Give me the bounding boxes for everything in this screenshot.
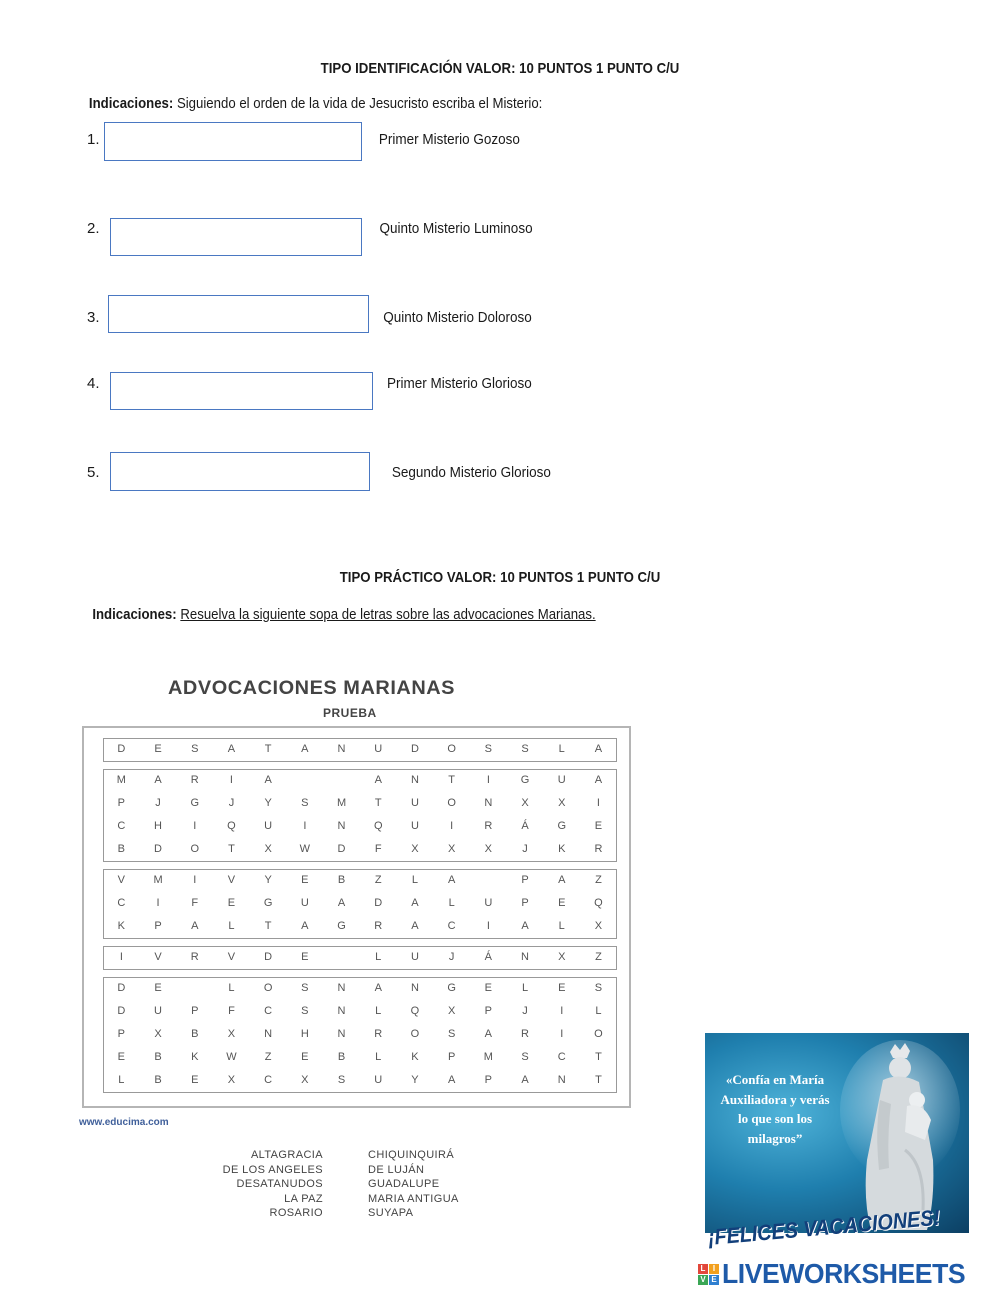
wordsearch-cell[interactable]: G (263, 897, 273, 909)
wordsearch-cell[interactable]: Z (595, 874, 602, 886)
wordsearch-cell[interactable]: P (484, 1005, 493, 1017)
answer-input-2[interactable] (110, 218, 362, 256)
wordsearch-cell[interactable]: O (263, 982, 273, 994)
wordsearch-cell[interactable]: Q (227, 820, 236, 832)
wordsearch-cell[interactable]: Z (374, 874, 382, 886)
wordsearch-cell[interactable]: T (264, 920, 272, 932)
wordsearch-title: ADVOCACIONES MARIANAS (168, 678, 456, 699)
wordsearch-cell[interactable]: G (447, 982, 456, 994)
wordsearch-cell[interactable]: A (594, 743, 603, 755)
wordsearch-cell[interactable]: R (521, 1028, 529, 1040)
wordsearch-cell[interactable]: D (117, 982, 126, 994)
logo-letter: L (698, 1264, 708, 1274)
wordsearch-cell[interactable]: T (448, 774, 455, 786)
banner-text: ¡FELICES VACACIONES! (706, 1204, 942, 1250)
wordsearch-cell[interactable]: O (594, 1028, 603, 1040)
wordsearch-cell[interactable]: Y (411, 1074, 419, 1086)
wordsearch-cell[interactable]: P (521, 874, 529, 886)
wordsearch-cell[interactable]: X (521, 797, 529, 809)
item-number-2: 2. (87, 220, 100, 237)
wordsearch-cell[interactable]: I (560, 1005, 564, 1017)
wordsearch-cell[interactable]: W (226, 1051, 237, 1063)
wordsearch-cell[interactable]: E (154, 982, 162, 994)
quote-text: «Confía en María Auxiliadora y verás lo que son los milagros” (720, 1072, 830, 1146)
wordsearch-cell[interactable]: N (337, 1005, 346, 1017)
wordsearch-cell[interactable]: A (301, 743, 309, 755)
wordsearch-cell[interactable]: R (484, 820, 493, 832)
wordsearch-cell[interactable]: B (337, 874, 346, 886)
wordsearch-cell[interactable]: V (227, 874, 236, 886)
word-item: GUADALUPE (368, 1178, 440, 1191)
wordsearch-cell[interactable]: A (484, 1028, 493, 1040)
wordsearch-cell[interactable]: N (337, 820, 346, 832)
wordsearch-cell[interactable]: U (264, 820, 273, 832)
wordsearch-cell[interactable]: D (117, 1005, 126, 1017)
wordsearch-cell[interactable]: O (190, 843, 200, 855)
wordsearch-cell[interactable]: S (594, 982, 603, 994)
wordsearch-cell[interactable]: F (191, 897, 199, 909)
wordsearch-cell[interactable]: X (154, 1028, 162, 1040)
wordsearch-cell[interactable]: I (486, 774, 490, 786)
wordsearch-cell[interactable]: U (484, 897, 493, 909)
wordsearch-cell[interactable]: N (337, 743, 346, 755)
wordsearch-cell[interactable]: E (301, 951, 309, 963)
wordsearch-cell[interactable]: A (227, 743, 236, 755)
wordsearch-cell[interactable]: C (117, 820, 126, 832)
word-item: DE LUJÁN (368, 1163, 425, 1176)
wordsearch-cell[interactable]: X (227, 1028, 236, 1040)
word-item: DE LOS ANGELES (222, 1163, 323, 1176)
word-item: SUYAPA (368, 1207, 414, 1220)
wordsearch-cell[interactable]: U (557, 774, 566, 786)
wordsearch-cell[interactable] (323, 946, 360, 968)
wordsearch-cell[interactable]: I (560, 1028, 564, 1040)
wordsearch-cell[interactable]: N (484, 797, 493, 809)
wordsearch-cell[interactable]: T (228, 843, 235, 855)
wordsearch-cell[interactable]: Y (264, 874, 272, 886)
wordsearch-cell[interactable]: A (594, 774, 603, 786)
wordsearch-cell[interactable]: Á (521, 820, 529, 832)
answer-input-4[interactable] (110, 372, 373, 410)
wordsearch-cell[interactable]: C (117, 897, 126, 909)
wordsearch-cell[interactable]: N (264, 1028, 273, 1040)
wordsearch-cell[interactable]: E (594, 820, 603, 832)
wordsearch-cell[interactable]: Q (594, 897, 603, 909)
wordsearch-cell[interactable]: A (521, 1074, 529, 1086)
virgin-statue-icon (835, 1040, 965, 1230)
wordsearch-cell[interactable]: P (484, 1074, 493, 1086)
wordsearch-cell[interactable]: R (594, 843, 603, 855)
item-number-5: 5. (87, 464, 100, 481)
wordsearch-cell[interactable] (470, 869, 507, 891)
word-item: DESATANUDOS (236, 1178, 323, 1191)
wordsearch-cell[interactable]: E (558, 897, 566, 909)
wordsearch-cell[interactable]: L (118, 1074, 125, 1086)
wordsearch-cell[interactable]: N (337, 1028, 346, 1040)
word-item: ALTAGRACIA (250, 1149, 323, 1161)
wordsearch-cell[interactable]: S (484, 743, 493, 755)
word-item: MARIA ANTIGUA (368, 1192, 459, 1205)
wordsearch-cell[interactable]: J (448, 951, 455, 963)
wordsearch-cell[interactable]: J (228, 797, 235, 809)
wordsearch-cell[interactable]: L (558, 920, 565, 932)
section1-instructions (89, 95, 542, 112)
section2-heading: TIPO PRÁCTICO VALOR: 10 PUNTOS 1 PUNTO C/U (339, 569, 661, 586)
wordsearch-cell[interactable]: I (450, 820, 454, 832)
wordsearch-cell[interactable]: L (228, 982, 235, 994)
wordsearch-cell[interactable]: S (301, 797, 309, 809)
wordsearch-cell[interactable]: N (521, 951, 529, 963)
wordsearch-cell[interactable]: L (521, 982, 529, 994)
wordsearch-cell[interactable]: S (447, 1028, 456, 1040)
word-item: LA PAZ (284, 1192, 323, 1205)
wordsearch-cell[interactable]: S (521, 743, 529, 755)
wordsearch-cell[interactable]: R (190, 951, 199, 963)
wordsearch-cell[interactable]: A (374, 982, 382, 994)
wordsearch-cell[interactable]: N (410, 982, 419, 994)
wordsearch-cell[interactable]: A (447, 1074, 456, 1086)
wordsearch-cell[interactable]: K (411, 1051, 419, 1063)
wordsearch-cell[interactable]: P (191, 1005, 199, 1017)
wordsearch-cell[interactable]: D (374, 897, 383, 909)
wordsearch-cell[interactable]: X (227, 1074, 236, 1086)
wordsearch-cell[interactable]: L (595, 1005, 602, 1017)
wordsearch-cell[interactable]: A (447, 874, 456, 886)
wordsearch-cell[interactable]: I (193, 820, 197, 832)
wordsearch-subtitle: PRUEBA (323, 706, 377, 720)
wordsearch-cell[interactable]: M (116, 774, 126, 786)
wordsearch-cell[interactable]: L (448, 897, 455, 909)
wordsearch-cell[interactable]: N (557, 1074, 566, 1086)
wordsearch-cell[interactable]: P (117, 1028, 126, 1040)
wordsearch-cell[interactable]: V (227, 951, 236, 963)
wordsearch-cell[interactable]: S (521, 1051, 529, 1063)
wordsearch-cell[interactable]: X (264, 843, 272, 855)
item-number-1: 1. (87, 131, 100, 148)
wordsearch-cell[interactable]: X (558, 797, 566, 809)
wordsearch-cell[interactable]: T (595, 1074, 602, 1086)
wordsearch-cell[interactable]: D (410, 743, 419, 755)
wordsearch-cell[interactable]: S (191, 743, 199, 755)
instr-label: Indicaciones: (88, 95, 174, 112)
wordsearch-cell[interactable]: C (264, 1005, 273, 1017)
wordsearch-cell[interactable]: U (374, 743, 383, 755)
wordsearch-cell[interactable]: E (227, 897, 236, 909)
wordsearch-cell[interactable]: U (300, 897, 309, 909)
wordsearch-cell[interactable]: W (299, 843, 311, 855)
wordsearch-cell[interactable]: S (301, 1005, 309, 1017)
wordsearch-cell[interactable]: D (264, 951, 273, 963)
wordsearch-cell[interactable]: G (557, 820, 567, 832)
wordsearch-cell[interactable]: X (594, 920, 603, 932)
wordsearch-cell[interactable]: Q (373, 820, 383, 832)
wordsearch-cell[interactable]: K (558, 843, 566, 855)
wordsearch-cell[interactable]: I (119, 951, 123, 963)
wordsearch-cell[interactable]: Y (264, 797, 272, 809)
answer-input-5[interactable] (110, 452, 370, 491)
wordsearch-cell[interactable]: B (117, 843, 126, 855)
wordsearch-cell[interactable]: V (117, 874, 126, 886)
wordsearch-cell[interactable]: P (521, 897, 529, 909)
word-item: ROSARIO (269, 1207, 323, 1220)
item-number-4: 4. (87, 375, 100, 392)
wordsearch-cell[interactable]: L (375, 1051, 382, 1063)
wordsearch-cell[interactable]: O (410, 1028, 420, 1040)
section2-instructions (92, 606, 595, 623)
wordsearch-cell[interactable]: E (191, 1074, 199, 1086)
wordsearch-cell[interactable]: F (228, 1005, 235, 1017)
mystery-label-2: Quinto Misterio Luminoso (379, 220, 533, 237)
wordsearch-cell[interactable]: I (193, 874, 197, 886)
wordsearch-cell[interactable]: V (154, 951, 162, 963)
wordsearch-cell[interactable]: L (375, 1005, 382, 1017)
wordsearch-cell[interactable]: G (190, 797, 200, 809)
wordsearch-cell[interactable]: L (411, 874, 418, 886)
mystery-label-3: Quinto Misterio Doloroso (383, 309, 532, 326)
logo-letter: E (709, 1275, 719, 1285)
wordsearch-cell[interactable]: A (264, 774, 272, 786)
logo-letter: V (698, 1275, 708, 1285)
wordsearch-cell[interactable]: X (447, 1005, 456, 1017)
wordsearch-cell[interactable]: B (154, 1074, 162, 1086)
wordsearch-cell[interactable]: P (447, 1051, 456, 1063)
wordsearch-cell[interactable]: M (336, 797, 347, 809)
wordsearch-cell[interactable]: I (229, 774, 233, 786)
wordsearch-cell[interactable]: F (374, 843, 382, 855)
wordsearch-cell[interactable]: E (558, 982, 566, 994)
wordsearch-cell[interactable] (323, 769, 360, 791)
wordsearch-cell[interactable]: U (410, 820, 419, 832)
wordsearch-cell[interactable]: X (411, 843, 419, 855)
wordsearch-cell[interactable]: X (484, 843, 493, 855)
wordsearch-cell[interactable]: G (520, 774, 530, 786)
wordsearch-cell[interactable]: O (447, 797, 456, 809)
wordsearch-cell[interactable]: B (337, 1051, 346, 1063)
wordsearch-cell[interactable]: A (411, 897, 419, 909)
wordsearch-cell[interactable]: E (117, 1051, 126, 1063)
section1-heading: TIPO IDENTIFICACIÓN VALOR: 10 PUNTOS 1 PUNTO C/U (320, 60, 680, 77)
liveworksheets-logo[interactable] (698, 1258, 978, 1290)
wordsearch-cell[interactable]: M (483, 1051, 493, 1063)
wordsearch-cell[interactable]: L (375, 951, 382, 963)
wordsearch-cell[interactable]: L (228, 920, 235, 932)
wordsearch-cell[interactable]: D (117, 743, 126, 755)
wordsearch-cell[interactable]: R (190, 774, 199, 786)
wordsearch-cell[interactable]: A (337, 897, 346, 909)
wordsearch-cell[interactable]: J (522, 843, 528, 855)
wordsearch-cell[interactable]: J (522, 1005, 528, 1017)
wordsearch-cell[interactable]: U (374, 1074, 383, 1086)
wordsearch-cell[interactable]: X (301, 1074, 309, 1086)
wordsearch-cell[interactable]: B (154, 1051, 162, 1063)
word-item: CHIQUINQUIRÁ (368, 1149, 455, 1161)
wordsearch-cell[interactable]: L (558, 743, 565, 755)
wordsearch-cell[interactable]: Z (595, 951, 602, 963)
wordsearch-cell[interactable]: O (447, 743, 456, 755)
instr-text: Siguiendo el orden de la vida de Jesucristo escriba el Misterio: (173, 95, 543, 112)
logo-letter: I (709, 1264, 719, 1274)
wordsearch-cell[interactable]: A (558, 874, 566, 886)
item-number-3: 3. (87, 309, 100, 326)
wordsearch-cell[interactable]: S (337, 1074, 346, 1086)
wordsearch-cell[interactable]: H (154, 820, 162, 832)
wordsearch-cell[interactable] (176, 977, 213, 999)
wordsearch-cell[interactable]: G (337, 920, 346, 932)
wordsearch-cell[interactable]: E (484, 982, 493, 994)
wordsearch-cell[interactable]: N (337, 982, 346, 994)
wordsearch-cell[interactable]: K (117, 920, 126, 932)
wordsearch-cell[interactable]: U (410, 797, 419, 809)
wordsearch-cell[interactable]: C (264, 1074, 273, 1086)
wordsearch-cell[interactable]: R (374, 920, 383, 932)
source-url: www.educima.com (79, 1117, 169, 1128)
wordsearch-cell[interactable]: C (557, 1051, 566, 1063)
word-list-left (223, 1148, 323, 1221)
instr2-text: Resuelva la siguiente sopa de letras sobre las advocaciones Marianas. (180, 606, 596, 623)
wordsearch-cell[interactable]: J (155, 797, 161, 809)
wordsearch-cell[interactable]: U (154, 1005, 162, 1017)
mystery-label-1: Primer Misterio Gozoso (378, 131, 520, 148)
wordsearch-cell[interactable] (287, 769, 324, 791)
wordsearch-cell[interactable]: M (153, 874, 163, 886)
wordsearch-cell[interactable]: I (596, 797, 600, 809)
wordsearch-cell[interactable]: Q (410, 1005, 420, 1017)
wordsearch-cell[interactable]: H (300, 1028, 309, 1040)
wordsearch-cell[interactable]: A (374, 774, 382, 786)
wordsearch-cell[interactable]: B (191, 1028, 199, 1040)
mystery-label-5: Segundo Misterio Glorioso (391, 464, 551, 481)
wordsearch-cell[interactable]: A (154, 774, 162, 786)
wordsearch-cell[interactable]: R (374, 1028, 383, 1040)
wordsearch-cell[interactable]: Z (264, 1051, 272, 1063)
wordsearch-cell[interactable]: S (301, 982, 309, 994)
wordsearch-cell[interactable]: E (301, 1051, 309, 1063)
wordsearch-cell[interactable]: I (486, 920, 490, 932)
wordsearch-cell[interactable]: K (191, 1051, 199, 1063)
wordsearch-cell[interactable]: I (303, 820, 307, 832)
wordsearch-cell[interactable]: I (156, 897, 160, 909)
mystery-label-4: Primer Misterio Glorioso (387, 375, 532, 392)
wordsearch-cell[interactable]: A (521, 920, 529, 932)
wordsearch-cell[interactable]: N (410, 774, 419, 786)
brand-name: LIVEWORKSHEETS (722, 1258, 966, 1289)
wordsearch-cell[interactable]: T (264, 743, 272, 755)
wordsearch-cell[interactable]: T (374, 797, 382, 809)
wordsearch-cell[interactable]: A (301, 920, 309, 932)
wordsearch-cell[interactable]: U (410, 951, 419, 963)
liveworksheets-icon (698, 1264, 719, 1285)
wordsearch-cell[interactable]: X (447, 843, 456, 855)
wordsearch-cell[interactable]: E (301, 874, 309, 886)
wordsearch-cell[interactable]: C (447, 920, 456, 932)
wordsearch-cell[interactable]: D (154, 843, 162, 855)
answer-input-1[interactable] (104, 122, 362, 161)
wordsearch-cell[interactable]: A (191, 920, 199, 932)
wordsearch-cell[interactable]: X (558, 951, 566, 963)
word-list-right (368, 1148, 459, 1221)
answer-input-3[interactable] (108, 295, 369, 333)
wordsearch-cell[interactable]: P (154, 920, 162, 932)
wordsearch-cell[interactable]: P (117, 797, 126, 809)
wordsearch-cell[interactable]: T (595, 1051, 602, 1063)
wordsearch-cell[interactable]: Á (484, 951, 493, 963)
wordsearch-cell[interactable]: E (154, 743, 162, 755)
wordsearch-cell[interactable]: D (337, 843, 346, 855)
wordsearch-cell[interactable]: A (411, 920, 419, 932)
instr2-label: Indicaciones: (92, 606, 177, 623)
